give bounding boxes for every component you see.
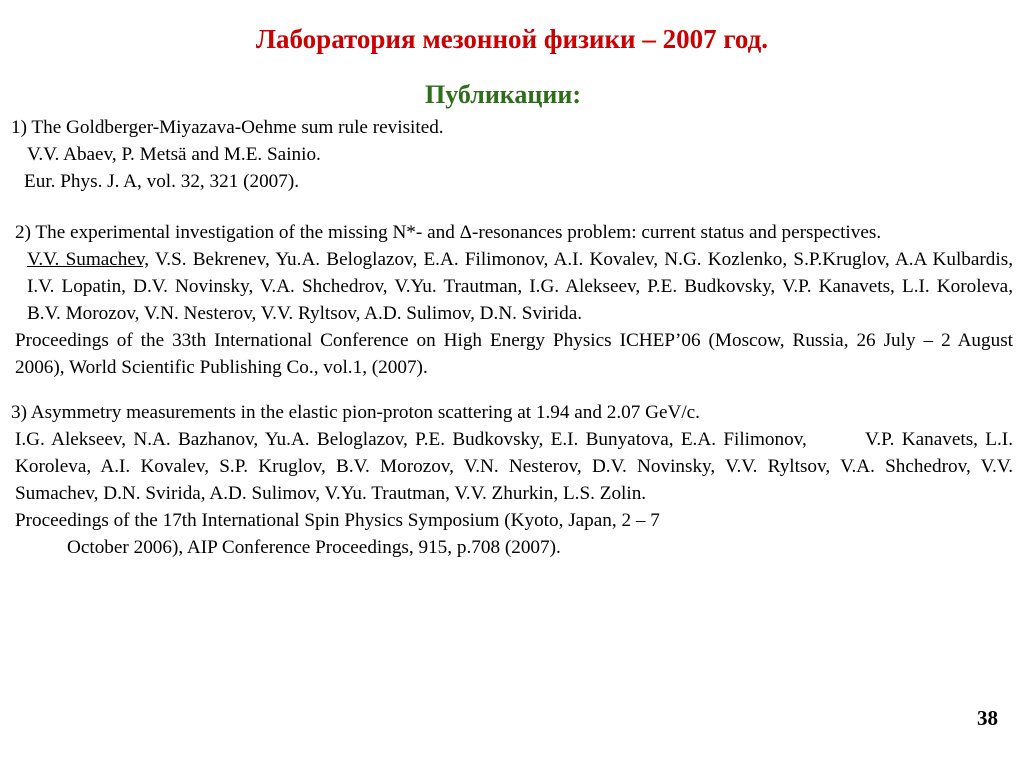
publications-list bbox=[11, 114, 1018, 561]
publication-3 bbox=[11, 399, 1018, 561]
slide-title: Лаборатория мезонной физики – 2007 год. bbox=[255, 24, 769, 54]
publication-2-source: Proceedings of the 33th International Conference on High Energy Physics ICHEP’06 (Moscow, Russia, 26 July – 2 August 2006), World Scientific Publishing Co., vol.1, (2007). bbox=[15, 330, 1013, 378]
spacer bbox=[11, 381, 1013, 399]
publication-1-authors: V.V. Abaev, P. Metsä and M.E. Sainio. bbox=[27, 144, 321, 165]
publication-1 bbox=[11, 114, 1013, 195]
page-number: 38 bbox=[977, 706, 998, 730]
publication-3-title: 3) Asymmetry measurements in the elastic pion-proton scattering at 1.94 and 2.07 GeV/c. bbox=[11, 402, 700, 423]
publication-2 bbox=[11, 219, 1013, 381]
publication-2-other-authors: V.S. Bekrenev, Yu.A. Beloglazov, E.A. Filimonov, A.I. Kovalev, N.G. Kozlenko, S.P.Kruglov, A.A Kulbardis, I.V. Lopatin, D.V. Novinsky, V.A. Shchedrov, V.Yu. Trautman, I.G. Alekseev, P.E. Budkovsky, V.P. Kanavets, L.I. Koroleva, B.V. Morozov, V.N. Nesterov, V.V. Ryltsov, A.D. Sulimov, D.N. Svirida. bbox=[27, 249, 1013, 324]
publication-1-source: Eur. Phys. J. A, vol. 32, 321 (2007). bbox=[24, 171, 300, 192]
publication-3-source-line1: Proceedings of the 17th International Spin Physics Symposium (Kyoto, Japan, 2 – 7 bbox=[15, 510, 660, 531]
publication-2-first-author: V.V. Sumachev, bbox=[27, 249, 150, 270]
publication-2-title: 2) The experimental investigation of the missing N*- and Δ-resonances problem: current status and perspectives. bbox=[15, 222, 882, 243]
publication-2-authors bbox=[11, 246, 1013, 327]
publication-3-authors: I.G. Alekseev, N.A. Bazhanov, Yu.A. Beloglazov, P.E. Budkovsky, E.I. Bunyatova, E.A. Filimonov, V.P. Kanavets, L.I. Koroleva, A.I. Kovalev, S.P. Kruglov, B.V. Morozov, V.N. Nesterov, D.V. Novinsky, V.V. Ryltsov, V.A. Shchedrov, V.V. Sumachev, D.N. Svirida, A.D. Sulimov, V.Yu. Trautman, V.V. Zhurkin, L.S. Zolin. bbox=[15, 429, 1018, 504]
publication-1-title: 1) The Goldberger-Miyazava-Oehme sum rule revisited. bbox=[11, 117, 444, 138]
slide-subtitle: Публикации: bbox=[425, 80, 581, 109]
publication-3-source-line2: October 2006), AIP Conference Proceedings, 915, p.708 (2007). bbox=[67, 537, 561, 558]
spacer bbox=[11, 195, 1013, 219]
